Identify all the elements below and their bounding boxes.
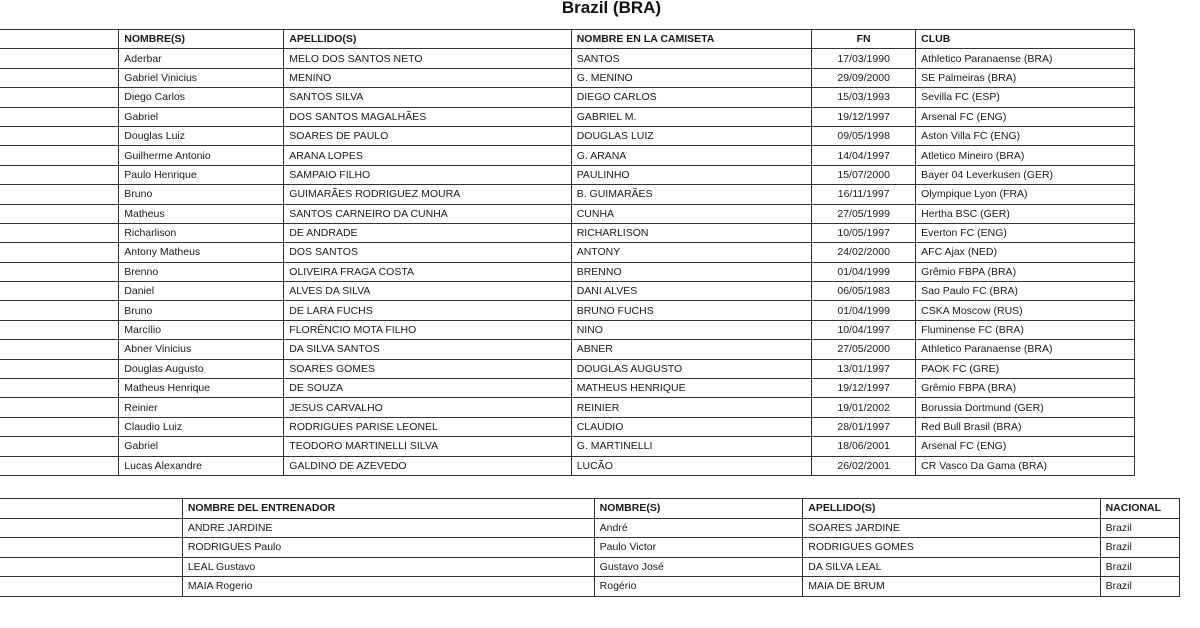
header-jugador [0,30,119,49]
player-row-cell: 17/03/1990 [812,49,916,68]
player-row-cell: 29/09/2000 [812,68,916,87]
player-row-cell: Reinier [119,398,284,417]
staff-row-cell: MAIA DE BRUM [803,577,1100,597]
player-row-cell: Red Bull Brasil (BRA) [916,417,1135,436]
player-row-cell: B. GUIMARÃES [571,185,811,204]
player-row-cell: 24/02/2000 [812,243,916,262]
player-row [0,88,1135,107]
player-row-cell [0,243,119,262]
header-nacional: NACIONAL [1100,499,1179,519]
staff-row-cell: Paulo Victor [594,538,803,558]
player-row-cell: Claudio Luiz [119,417,284,436]
staff-row-cell: Brazil [1100,518,1179,538]
player-row-cell: Athletico Paranaense (BRA) [916,49,1135,68]
header-blank [0,499,182,519]
player-row-cell: 01/04/1999 [812,301,916,320]
player-row-cell: Arsenal FC (ENG) [916,107,1135,126]
player-row-cell: Bruno [119,185,284,204]
player-row-cell: G. MARTINELLI [571,437,811,456]
player-row-cell: Olympique Lyon (FRA) [916,185,1135,204]
header-staff-apellido: APELLIDO(S) [803,499,1100,519]
player-row [0,320,1135,339]
player-row-cell: ABNER [571,340,811,359]
player-row-cell: 16/11/1997 [812,185,916,204]
player-row-cell: AFC Ajax (NED) [916,243,1135,262]
player-row-cell: DE SOUZA [284,379,571,398]
staff-row-cell: RODRIGUES GOMES [803,538,1100,558]
player-row [0,126,1135,145]
player-row-cell [0,340,119,359]
player-row [0,243,1135,262]
player-row [0,146,1135,165]
staff-row [0,538,1180,558]
player-row-cell: SANTOS SILVA [284,88,571,107]
player-row [0,185,1135,204]
player-row [0,437,1135,456]
header-fn: FN [812,30,916,49]
player-row-cell: Gabriel Vinicius [119,68,284,87]
staff-row-cell [0,518,182,538]
header-staff-nombre: NOMBRE(S) [594,499,803,519]
player-row-cell: LUCÃO [571,456,811,475]
player-row-cell: CR Vasco Da Gama (BRA) [916,456,1135,475]
player-row-cell: 19/12/1997 [812,379,916,398]
player-row-cell: 15/07/2000 [812,165,916,184]
player-row-cell: SE Palmeiras (BRA) [916,68,1135,87]
player-row-cell: 28/01/1997 [812,417,916,436]
page-title: Brazil (BRA) [561,0,662,17]
player-row-cell: GABRIEL M. [571,107,811,126]
player-row-cell [0,126,119,145]
player-row [0,223,1135,242]
player-row-cell: DOUGLAS AUGUSTO [571,359,811,378]
player-row-cell: DIEGO CARLOS [571,88,811,107]
player-row-cell: DOS SANTOS [284,243,571,262]
player-row-cell: ANTONY [571,243,811,262]
player-row-cell: Matheus [119,204,284,223]
player-row-cell: MATHEUS HENRIQUE [571,379,811,398]
staff-row-cell [0,557,182,577]
player-row-cell: Fluminense FC (BRA) [916,320,1135,339]
player-row-cell: OLIVEIRA FRAGA COSTA [284,262,571,281]
player-row-cell: Brenno [119,262,284,281]
player-row-cell: Grêmio FBPA (BRA) [916,262,1135,281]
player-row-cell: Douglas Augusto [119,359,284,378]
player-row-cell: G. MENINO [571,68,811,87]
player-row-cell: JESUS CARVALHO [284,398,571,417]
player-row [0,417,1135,436]
player-row-cell: Borussia Dortmund (GER) [916,398,1135,417]
staff-row-cell: ANDRE JARDINE [182,518,594,538]
player-row-cell [0,185,119,204]
player-row-cell [0,68,119,87]
player-row-cell [0,301,119,320]
player-row-cell: Aston Villa FC (ENG) [916,126,1135,145]
staff-row-cell: SOARES JARDINE [803,518,1100,538]
player-row-cell: GALDINO DE AZEVEDO [284,456,571,475]
player-row-cell: 06/05/1983 [812,282,916,301]
player-row-cell [0,146,119,165]
player-row-cell [0,49,119,68]
player-row-cell: 01/04/1999 [812,262,916,281]
player-row-cell: 15/03/1993 [812,88,916,107]
player-row-cell: DANI ALVES [571,282,811,301]
player-row [0,204,1135,223]
player-row-cell: BRENNO [571,262,811,281]
player-row-cell: G. ARANA [571,146,811,165]
player-row-cell: DE ANDRADE [284,223,571,242]
player-row-cell: SOARES GOMES [284,359,571,378]
player-row-cell: GUIMARÃES RODRIGUEZ MOURA [284,185,571,204]
player-row-cell: Sao Paulo FC (BRA) [916,282,1135,301]
player-row-cell: Antony Matheus [119,243,284,262]
player-row-cell [0,437,119,456]
player-row-cell: Lucas Alexandre [119,456,284,475]
player-row-cell: SANTOS CARNEIRO DA CUNHA [284,204,571,223]
player-row-cell [0,359,119,378]
player-row-cell: Sevilla FC (ESP) [916,88,1135,107]
player-row-cell: TEODORO MARTINELLI SILVA [284,437,571,456]
staff-table [0,498,1180,597]
player-row [0,282,1135,301]
player-row-cell [0,282,119,301]
player-row-cell [0,165,119,184]
player-row-cell: Aderbar [119,49,284,68]
staff-row-cell [0,538,182,558]
staff-header-row [0,499,1180,519]
staff-row-cell: RODRIGUES Paulo [182,538,594,558]
players-header-row [0,30,1135,49]
players-body [0,49,1135,476]
player-row [0,107,1135,126]
player-row [0,456,1135,475]
player-row-cell: MENINO [284,68,571,87]
staff-row-cell: Brazil [1100,577,1179,597]
player-row-cell: Paulo Henrique [119,165,284,184]
player-row-cell: CLAUDIO [571,417,811,436]
header-club: CLUB [916,30,1135,49]
player-row-cell: 19/12/1997 [812,107,916,126]
player-row-cell: Marcílio [119,320,284,339]
player-row-cell: Gabriel [119,437,284,456]
player-row-cell: MELO DOS SANTOS NETO [284,49,571,68]
staff-row [0,577,1180,597]
player-row-cell: Bruno [119,301,284,320]
staff-row-cell: DA SILVA LEAL [803,557,1100,577]
player-row-cell [0,204,119,223]
staff-row [0,557,1180,577]
player-row-cell: SAMPAIO FILHO [284,165,571,184]
player-row-cell: RODRIGUES PARISE LEONEL [284,417,571,436]
player-row-cell: Everton FC (ENG) [916,223,1135,242]
player-row-cell [0,262,119,281]
player-row-cell [0,320,119,339]
player-row [0,165,1135,184]
player-row-cell: ARANA LOPES [284,146,571,165]
player-row-cell: CUNHA [571,204,811,223]
player-row-cell: 27/05/1999 [812,204,916,223]
player-row [0,301,1135,320]
player-row-cell [0,417,119,436]
header-camiseta: NOMBRE EN LA CAMISETA [571,30,811,49]
staff-row-cell [0,577,182,597]
player-row-cell: PAOK FC (GRE) [916,359,1135,378]
player-row-cell: Grêmio FBPA (BRA) [916,379,1135,398]
player-row-cell: BRUNO FUCHS [571,301,811,320]
player-row-cell: RICHARLISON [571,223,811,242]
player-row-cell: ALVES DA SILVA [284,282,571,301]
player-row-cell: 10/04/1997 [812,320,916,339]
player-row-cell [0,107,119,126]
header-apellido: APELLIDO(S) [284,30,571,49]
players-table [0,29,1135,476]
player-row [0,68,1135,87]
player-row-cell: DOUGLAS LUIZ [571,126,811,145]
player-row [0,359,1135,378]
player-row-cell: 19/01/2002 [812,398,916,417]
player-row-cell: REINIER [571,398,811,417]
staff-row-cell: Rogério [594,577,803,597]
player-row-cell [0,398,119,417]
player-row-cell: Gabriel [119,107,284,126]
header-nombre: NOMBRE(S) [119,30,284,49]
player-row [0,340,1135,359]
player-row-cell: Daniel [119,282,284,301]
player-row-cell: 14/04/1997 [812,146,916,165]
player-row-cell: PAULINHO [571,165,811,184]
player-row-cell: DE LARA FUCHS [284,301,571,320]
staff-row-cell: André [594,518,803,538]
player-row-cell: Matheus Henrique [119,379,284,398]
player-row-cell: Arsenal FC (ENG) [916,437,1135,456]
staff-row-cell: Gustavo José [594,557,803,577]
player-row-cell [0,223,119,242]
header-entrenador: NOMBRE DEL ENTRENADOR [182,499,594,519]
player-row-cell: 13/01/1997 [812,359,916,378]
player-row-cell: 18/06/2001 [812,437,916,456]
player-row [0,49,1135,68]
player-row-cell: Hertha BSC (GER) [916,204,1135,223]
player-row-cell: Abner Vinicius [119,340,284,359]
player-row [0,398,1135,417]
player-row-cell: Athletico Paranaense (BRA) [916,340,1135,359]
staff-row-cell: Brazil [1100,557,1179,577]
player-row-cell: 09/05/1998 [812,126,916,145]
player-row-cell [0,456,119,475]
player-row-cell: Douglas Luiz [119,126,284,145]
player-row-cell: Diego Carlos [119,88,284,107]
player-row-cell: FLORÊNCIO MOTA FILHO [284,320,571,339]
staff-row-cell: LEAL Gustavo [182,557,594,577]
player-row-cell: SOARES DE PAULO [284,126,571,145]
player-row-cell: Richarlison [119,223,284,242]
player-row-cell: DA SILVA SANTOS [284,340,571,359]
player-row [0,262,1135,281]
player-row-cell [0,88,119,107]
staff-row-cell: MAIA Rogerio [182,577,594,597]
player-row-cell: Bayer 04 Leverkusen (GER) [916,165,1135,184]
player-row-cell: Guilherme Antonio [119,146,284,165]
player-row-cell: CSKA Moscow (RUS) [916,301,1135,320]
player-row-cell: 26/02/2001 [812,456,916,475]
player-row-cell: 27/05/2000 [812,340,916,359]
player-row-cell: SANTOS [571,49,811,68]
staff-row [0,518,1180,538]
player-row-cell: DOS SANTOS MAGALHÃES [284,107,571,126]
player-row [0,379,1135,398]
player-row-cell: Atletico Mineiro (BRA) [916,146,1135,165]
player-row-cell: NINO [571,320,811,339]
staff-row-cell: Brazil [1100,538,1179,558]
player-row-cell [0,379,119,398]
player-row-cell: 10/05/1997 [812,223,916,242]
staff-body [0,518,1180,596]
